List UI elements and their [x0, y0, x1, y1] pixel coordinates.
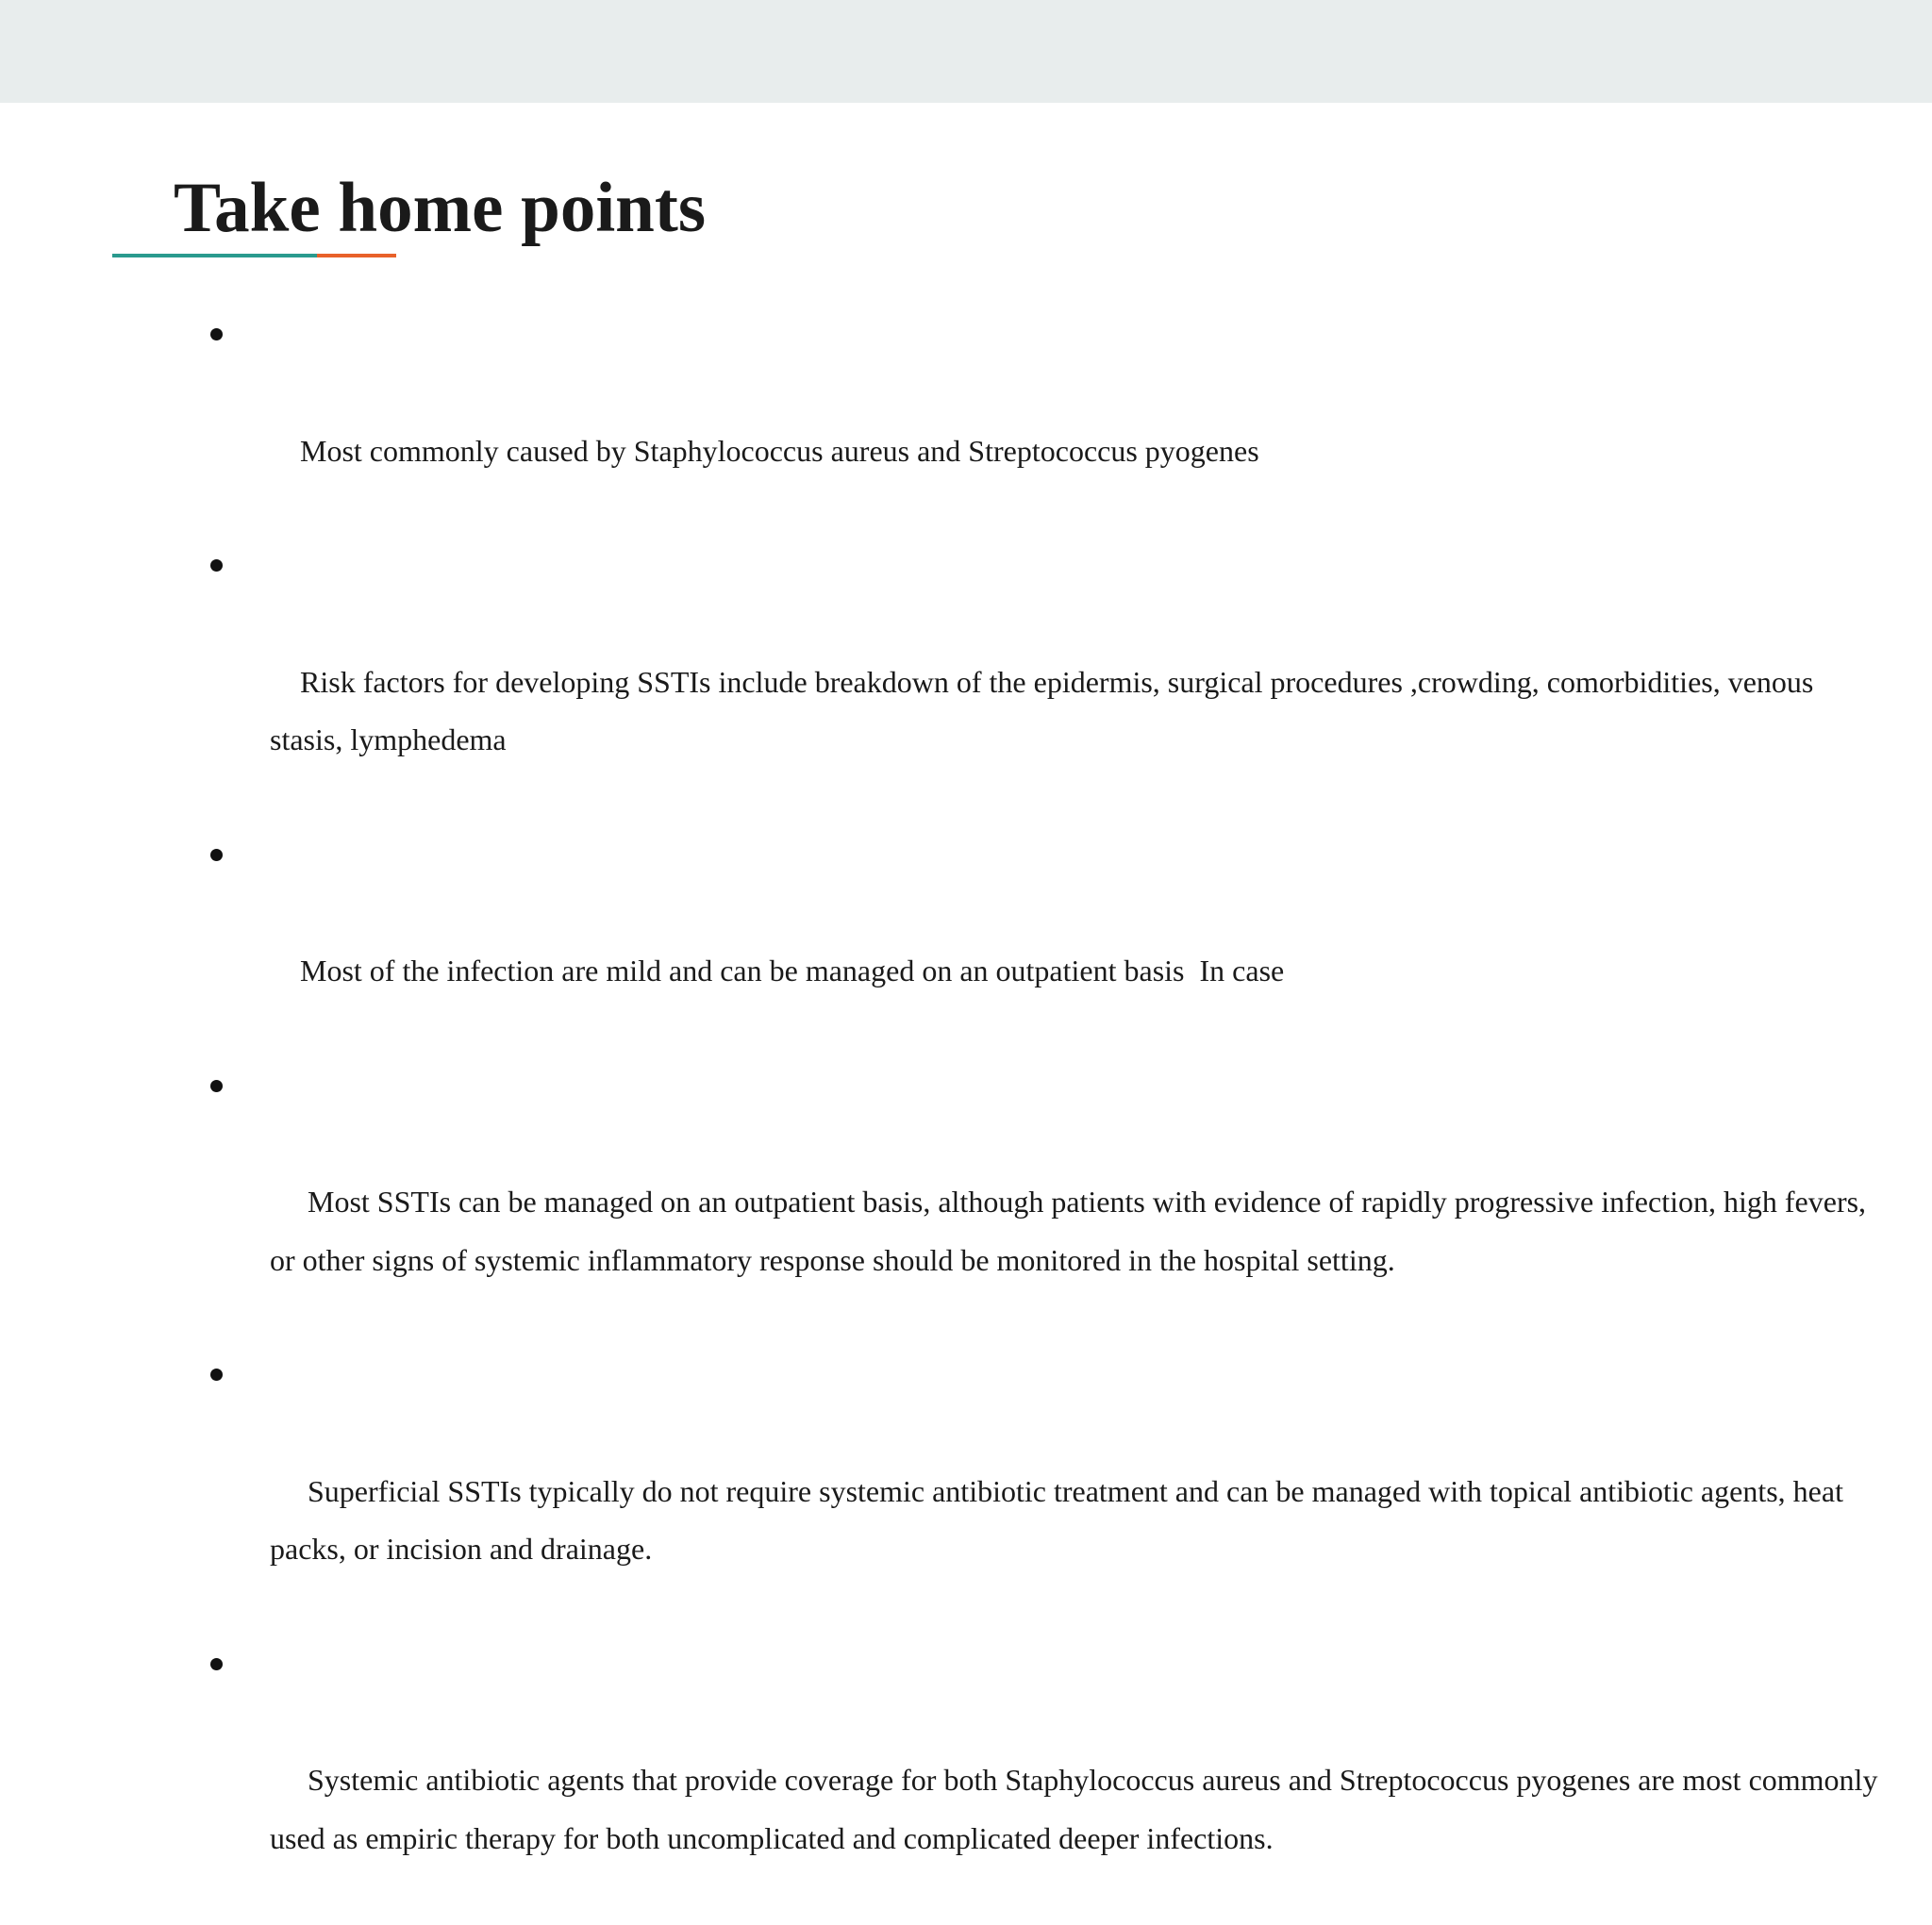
bullet-dot-icon: [210, 328, 223, 340]
slide-title: Take home points: [174, 169, 707, 247]
bullet-item: [208, 1636, 1887, 1925]
bullet-list: [208, 307, 1887, 1925]
bullet-item: [208, 307, 1887, 538]
bullet-item: [208, 538, 1887, 826]
header-band: [0, 0, 1932, 103]
bullet-item: [208, 827, 1887, 1058]
bullet-item: [208, 1058, 1887, 1347]
bullet-dot-icon: [210, 849, 223, 861]
bullet-text: Risk factors for developing SSTIs include breakdown of the epidermis, surgical procedures ,crowding, comorbidities, venous stasis, lymphedema: [270, 664, 1822, 757]
bullet-dot-icon: [210, 1658, 223, 1670]
bullet-dot-icon: [210, 559, 223, 572]
bullet-text: Most of the infection are mild and can be managed on an outpatient basis In case: [300, 954, 1285, 988]
bullet-text: Most commonly caused by Staphylococcus aureus and Streptococcus pyogenes: [300, 433, 1259, 468]
bullet-text: Most SSTIs can be managed on an outpatient basis, although patients with evidence of rapidly progressive infection, high fevers, or other signs of systemic inflammatory response should be monitored in the hospital setting.: [270, 1185, 1874, 1277]
title-underline-teal: [112, 254, 317, 257]
title-underline: [112, 254, 396, 257]
title-underline-orange: [317, 254, 396, 257]
bullet-dot-icon: [210, 1080, 223, 1092]
bullet-text: Systemic antibiotic agents that provide coverage for both Staphylococcus aureus and Streptococcus pyogenes are most commonly used as empiric therapy for both uncomplicated and complicated deeper infections.: [270, 1763, 1886, 1855]
bullet-text: Superficial SSTIs typically do not require systemic antibiotic treatment and can be managed with topical antibiotic agents, heat packs, or incision and drainage.: [270, 1473, 1851, 1567]
bullet-dot-icon: [210, 1369, 223, 1381]
bullet-item: [208, 1347, 1887, 1635]
